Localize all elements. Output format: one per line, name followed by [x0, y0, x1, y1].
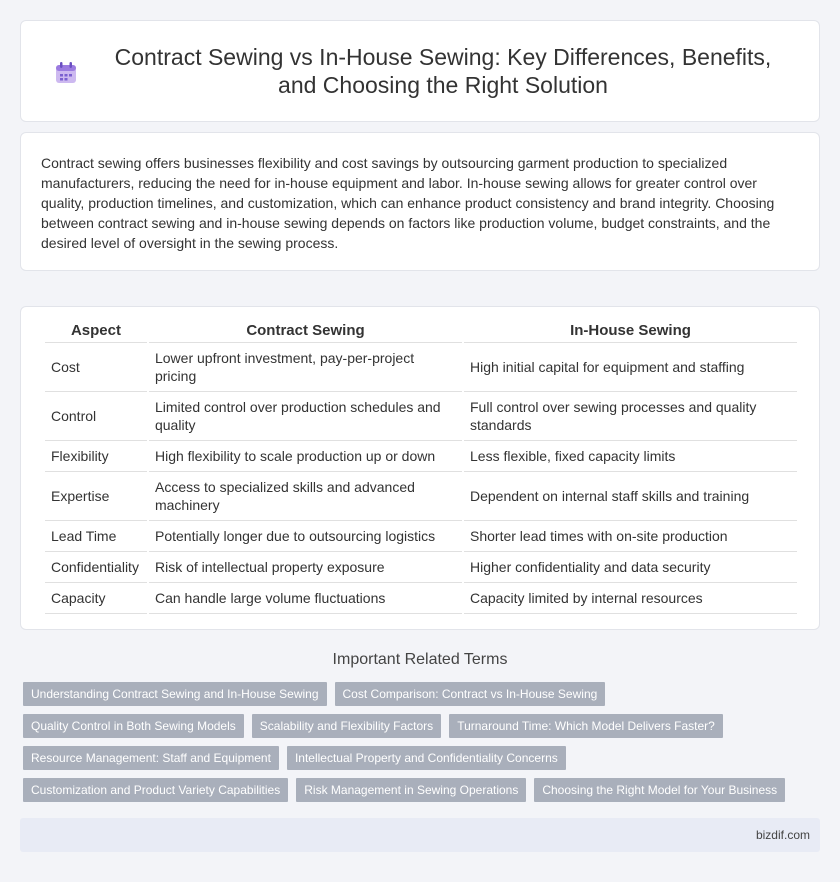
- comparison-table-card: [20, 306, 820, 630]
- header-contract-sewing: Contract Sewing: [149, 315, 462, 343]
- related-term-tag[interactable]: Customization and Product Variety Capabilities: [23, 778, 288, 802]
- aspect-cell: Confidentiality: [45, 552, 147, 583]
- inhouse-cell: Capacity limited by internal resources: [464, 583, 797, 614]
- aspect-cell: Expertise: [45, 472, 147, 521]
- aspect-cell: Control: [45, 392, 147, 441]
- inhouse-cell: Less flexible, fixed capacity limits: [464, 441, 797, 472]
- header-aspect: Aspect: [45, 315, 147, 343]
- table-row: [45, 343, 797, 392]
- inhouse-cell: High initial capital for equipment and staffing: [464, 343, 797, 392]
- aspect-cell: Cost: [45, 343, 147, 392]
- related-term-tag[interactable]: Cost Comparison: Contract vs In-House Sewing: [335, 682, 606, 706]
- related-term-tag[interactable]: Turnaround Time: Which Model Delivers Faster?: [449, 714, 723, 738]
- contract-cell: Potentially longer due to outsourcing logistics: [149, 521, 462, 552]
- table-row: [45, 472, 797, 521]
- inhouse-cell: Full control over sewing processes and quality standards: [464, 392, 797, 441]
- contract-cell: Lower upfront investment, pay-per-project pricing: [149, 343, 462, 392]
- aspect-cell: Capacity: [45, 583, 147, 614]
- contract-cell: Access to specialized skills and advanced machinery: [149, 472, 462, 521]
- calendar-icon: [52, 59, 80, 87]
- table-row: [45, 583, 797, 614]
- contract-cell: High flexibility to scale production up or down: [149, 441, 462, 472]
- related-terms-heading: Important Related Terms: [332, 651, 508, 668]
- inhouse-cell: Dependent on internal staff skills and training: [464, 472, 797, 521]
- related-term-tag[interactable]: Risk Management in Sewing Operations: [296, 778, 526, 802]
- related-term-tag[interactable]: Intellectual Property and Confidentiality Concerns: [287, 746, 566, 770]
- related-term-tag[interactable]: Understanding Contract Sewing and In-House Sewing: [23, 682, 327, 706]
- table-row: [45, 521, 797, 552]
- related-term-tag[interactable]: Resource Management: Staff and Equipment: [23, 746, 279, 770]
- footer: [20, 818, 820, 852]
- related-term-tag[interactable]: Scalability and Flexibility Factors: [252, 714, 441, 738]
- table-row: [45, 552, 797, 583]
- related-terms-list: [23, 682, 823, 810]
- table-row: [45, 392, 797, 441]
- aspect-cell: Flexibility: [45, 441, 147, 472]
- page-title: Contract Sewing vs In-House Sewing: Key Differences, Benefits, and Choosing the Right Solution: [114, 44, 772, 98]
- related-term-tag[interactable]: Quality Control in Both Sewing Models: [23, 714, 244, 738]
- related-term-tag[interactable]: Choosing the Right Model for Your Business: [534, 778, 785, 802]
- contract-cell: Limited control over production schedules and quality: [149, 392, 462, 441]
- contract-cell: Risk of intellectual property exposure: [149, 552, 462, 583]
- inhouse-cell: Shorter lead times with on-site production: [464, 521, 797, 552]
- comparison-table: [43, 315, 799, 614]
- footer-site-link[interactable]: bizdif.com: [755, 828, 810, 842]
- header-in-house-sewing: In-House Sewing: [464, 315, 797, 343]
- contract-cell: Can handle large volume fluctuations: [149, 583, 462, 614]
- table-header-row: [45, 315, 797, 343]
- summary-text: Contract sewing offers businesses flexibility and cost savings by outsourcing garment production to specialized manufacturers, reducing the need for in-house equipment and labor. In-house sewing allows for greater control over quality, production timelines, and customization, which can enhance product consistency and brand integrity. Choosing between contract sewing and in-house sewing depends on factors like production volume, budget constraints, and the desired level of oversight in the sewing process.: [41, 155, 775, 251]
- aspect-cell: Lead Time: [45, 521, 147, 552]
- inhouse-cell: Higher confidentiality and data security: [464, 552, 797, 583]
- table-row: [45, 441, 797, 472]
- header-card: [20, 20, 820, 122]
- summary-card: [20, 132, 820, 271]
